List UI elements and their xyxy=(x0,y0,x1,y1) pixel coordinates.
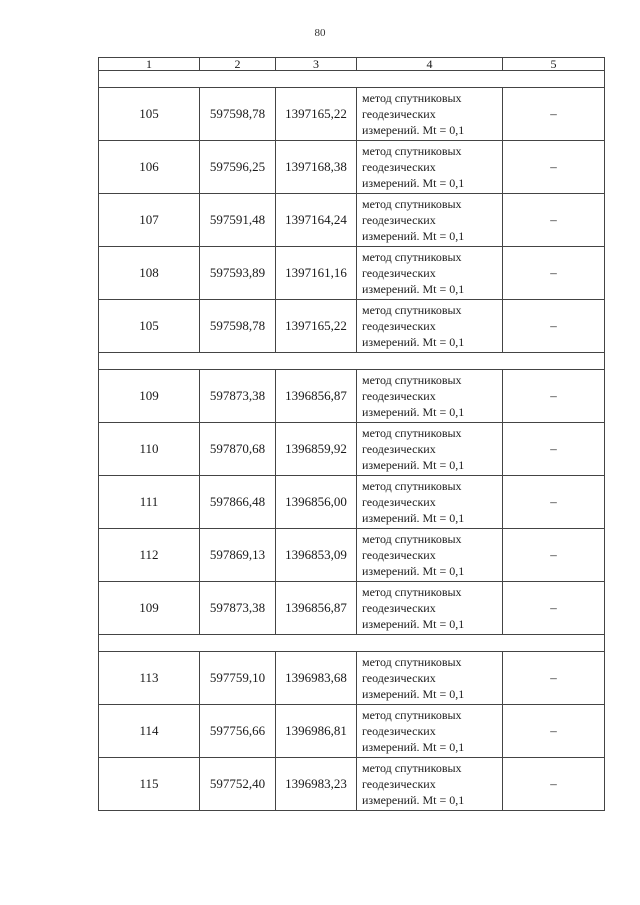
x-coordinate-cell: 597598,78 xyxy=(200,88,276,141)
method-line: метод спутниковых xyxy=(362,426,462,440)
table-row xyxy=(99,247,605,300)
method-line: геодезических xyxy=(362,548,436,562)
x-coordinate-cell: 597873,38 xyxy=(200,582,276,635)
note-cell: – xyxy=(503,423,605,476)
group-separator-cell xyxy=(99,71,605,88)
table-row xyxy=(99,476,605,529)
y-coordinate-cell: 1396856,00 xyxy=(276,476,357,529)
group-separator-row xyxy=(99,71,605,88)
method-line: метод спутниковых xyxy=(362,585,462,599)
method-line: измерений. Mt = 0,1 xyxy=(362,687,465,701)
table-row xyxy=(99,300,605,353)
table-row xyxy=(99,652,605,705)
point-number-cell: 107 xyxy=(99,194,200,247)
method-line: метод спутниковых xyxy=(362,144,462,158)
method-line: измерений. Mt = 0,1 xyxy=(362,740,465,754)
column-header-4: 4 xyxy=(357,58,503,71)
note-cell: – xyxy=(503,652,605,705)
method-line: метод спутниковых xyxy=(362,761,462,775)
y-coordinate-cell: 1396986,81 xyxy=(276,705,357,758)
x-coordinate-cell: 597598,78 xyxy=(200,300,276,353)
method-line: измерений. Mt = 0,1 xyxy=(362,229,465,243)
method-line: измерений. Mt = 0,1 xyxy=(362,123,465,137)
point-number-cell: 109 xyxy=(99,582,200,635)
method-cell xyxy=(357,141,503,194)
method-cell xyxy=(357,476,503,529)
point-number-cell: 115 xyxy=(99,758,200,811)
y-coordinate-cell: 1397165,22 xyxy=(276,88,357,141)
point-number-cell: 113 xyxy=(99,652,200,705)
method-line: геодезических xyxy=(362,442,436,456)
table-row xyxy=(99,758,605,811)
point-number-cell: 108 xyxy=(99,247,200,300)
method-line: измерений. Mt = 0,1 xyxy=(362,458,465,472)
y-coordinate-cell: 1396853,09 xyxy=(276,529,357,582)
y-coordinate-cell: 1397168,38 xyxy=(276,141,357,194)
method-cell xyxy=(357,370,503,423)
y-coordinate-cell: 1396983,23 xyxy=(276,758,357,811)
point-number-cell: 109 xyxy=(99,370,200,423)
table-row xyxy=(99,705,605,758)
note-cell: – xyxy=(503,194,605,247)
method-line: геодезических xyxy=(362,495,436,509)
table-row xyxy=(99,141,605,194)
method-line: геодезических xyxy=(362,266,436,280)
method-line: метод спутниковых xyxy=(362,373,462,387)
note-cell: – xyxy=(503,370,605,423)
y-coordinate-cell: 1396983,68 xyxy=(276,652,357,705)
method-line: измерений. Mt = 0,1 xyxy=(362,511,465,525)
point-number-cell: 111 xyxy=(99,476,200,529)
method-line: измерений. Mt = 0,1 xyxy=(362,793,465,807)
method-line: измерений. Mt = 0,1 xyxy=(362,564,465,578)
method-line: геодезических xyxy=(362,724,436,738)
column-header-2: 2 xyxy=(200,58,276,71)
x-coordinate-cell: 597752,40 xyxy=(200,758,276,811)
y-coordinate-cell: 1396856,87 xyxy=(276,582,357,635)
y-coordinate-cell: 1397165,22 xyxy=(276,300,357,353)
x-coordinate-cell: 597756,66 xyxy=(200,705,276,758)
method-line: метод спутниковых xyxy=(362,91,462,105)
method-cell xyxy=(357,194,503,247)
method-cell xyxy=(357,705,503,758)
x-coordinate-cell: 597759,10 xyxy=(200,652,276,705)
point-number-cell: 112 xyxy=(99,529,200,582)
method-cell xyxy=(357,300,503,353)
y-coordinate-cell: 1396859,92 xyxy=(276,423,357,476)
method-line: геодезических xyxy=(362,213,436,227)
method-line: метод спутниковых xyxy=(362,479,462,493)
table-row xyxy=(99,423,605,476)
x-coordinate-cell: 597873,38 xyxy=(200,370,276,423)
note-cell: – xyxy=(503,476,605,529)
method-cell xyxy=(357,88,503,141)
y-coordinate-cell: 1397164,24 xyxy=(276,194,357,247)
point-number-cell: 110 xyxy=(99,423,200,476)
method-line: геодезических xyxy=(362,107,436,121)
method-line: геодезических xyxy=(362,389,436,403)
column-header-1: 1 xyxy=(99,58,200,71)
method-line: измерений. Mt = 0,1 xyxy=(362,176,465,190)
table-row xyxy=(99,582,605,635)
note-cell: – xyxy=(503,529,605,582)
point-number-cell: 114 xyxy=(99,705,200,758)
method-cell xyxy=(357,758,503,811)
x-coordinate-cell: 597596,25 xyxy=(200,141,276,194)
method-line: метод спутниковых xyxy=(362,303,462,317)
method-cell xyxy=(357,652,503,705)
method-line: измерений. Mt = 0,1 xyxy=(362,282,465,296)
method-line: метод спутниковых xyxy=(362,655,462,669)
note-cell: – xyxy=(503,705,605,758)
note-cell: – xyxy=(503,88,605,141)
method-line: метод спутниковых xyxy=(362,250,462,264)
method-line: геодезических xyxy=(362,777,436,791)
x-coordinate-cell: 597870,68 xyxy=(200,423,276,476)
method-line: геодезических xyxy=(362,319,436,333)
table-row xyxy=(99,370,605,423)
method-cell xyxy=(357,529,503,582)
method-line: геодезических xyxy=(362,601,436,615)
note-cell: – xyxy=(503,582,605,635)
coordinates-table xyxy=(98,57,605,811)
x-coordinate-cell: 597866,48 xyxy=(200,476,276,529)
method-line: измерений. Mt = 0,1 xyxy=(362,617,465,631)
method-cell xyxy=(357,247,503,300)
note-cell: – xyxy=(503,300,605,353)
method-line: геодезических xyxy=(362,160,436,174)
method-cell xyxy=(357,423,503,476)
table-body xyxy=(99,58,605,811)
column-header-3: 3 xyxy=(276,58,357,71)
x-coordinate-cell: 597591,48 xyxy=(200,194,276,247)
note-cell: – xyxy=(503,247,605,300)
method-line: измерений. Mt = 0,1 xyxy=(362,405,465,419)
group-separator-row xyxy=(99,353,605,370)
method-line: метод спутниковых xyxy=(362,708,462,722)
method-cell xyxy=(357,582,503,635)
header-row xyxy=(99,58,605,71)
table-row xyxy=(99,529,605,582)
group-separator-cell xyxy=(99,635,605,652)
point-number-cell: 106 xyxy=(99,141,200,194)
column-header-5: 5 xyxy=(503,58,605,71)
method-line: метод спутниковых xyxy=(362,197,462,211)
group-separator-cell xyxy=(99,353,605,370)
method-line: метод спутниковых xyxy=(362,532,462,546)
x-coordinate-cell: 597869,13 xyxy=(200,529,276,582)
group-separator-row xyxy=(99,635,605,652)
page-number: 80 xyxy=(314,27,326,39)
method-line: измерений. Mt = 0,1 xyxy=(362,335,465,349)
note-cell: – xyxy=(503,758,605,811)
y-coordinate-cell: 1397161,16 xyxy=(276,247,357,300)
point-number-cell: 105 xyxy=(99,300,200,353)
method-line: геодезических xyxy=(362,671,436,685)
x-coordinate-cell: 597593,89 xyxy=(200,247,276,300)
table-row xyxy=(99,194,605,247)
y-coordinate-cell: 1396856,87 xyxy=(276,370,357,423)
table-row xyxy=(99,88,605,141)
note-cell: – xyxy=(503,141,605,194)
point-number-cell: 105 xyxy=(99,88,200,141)
